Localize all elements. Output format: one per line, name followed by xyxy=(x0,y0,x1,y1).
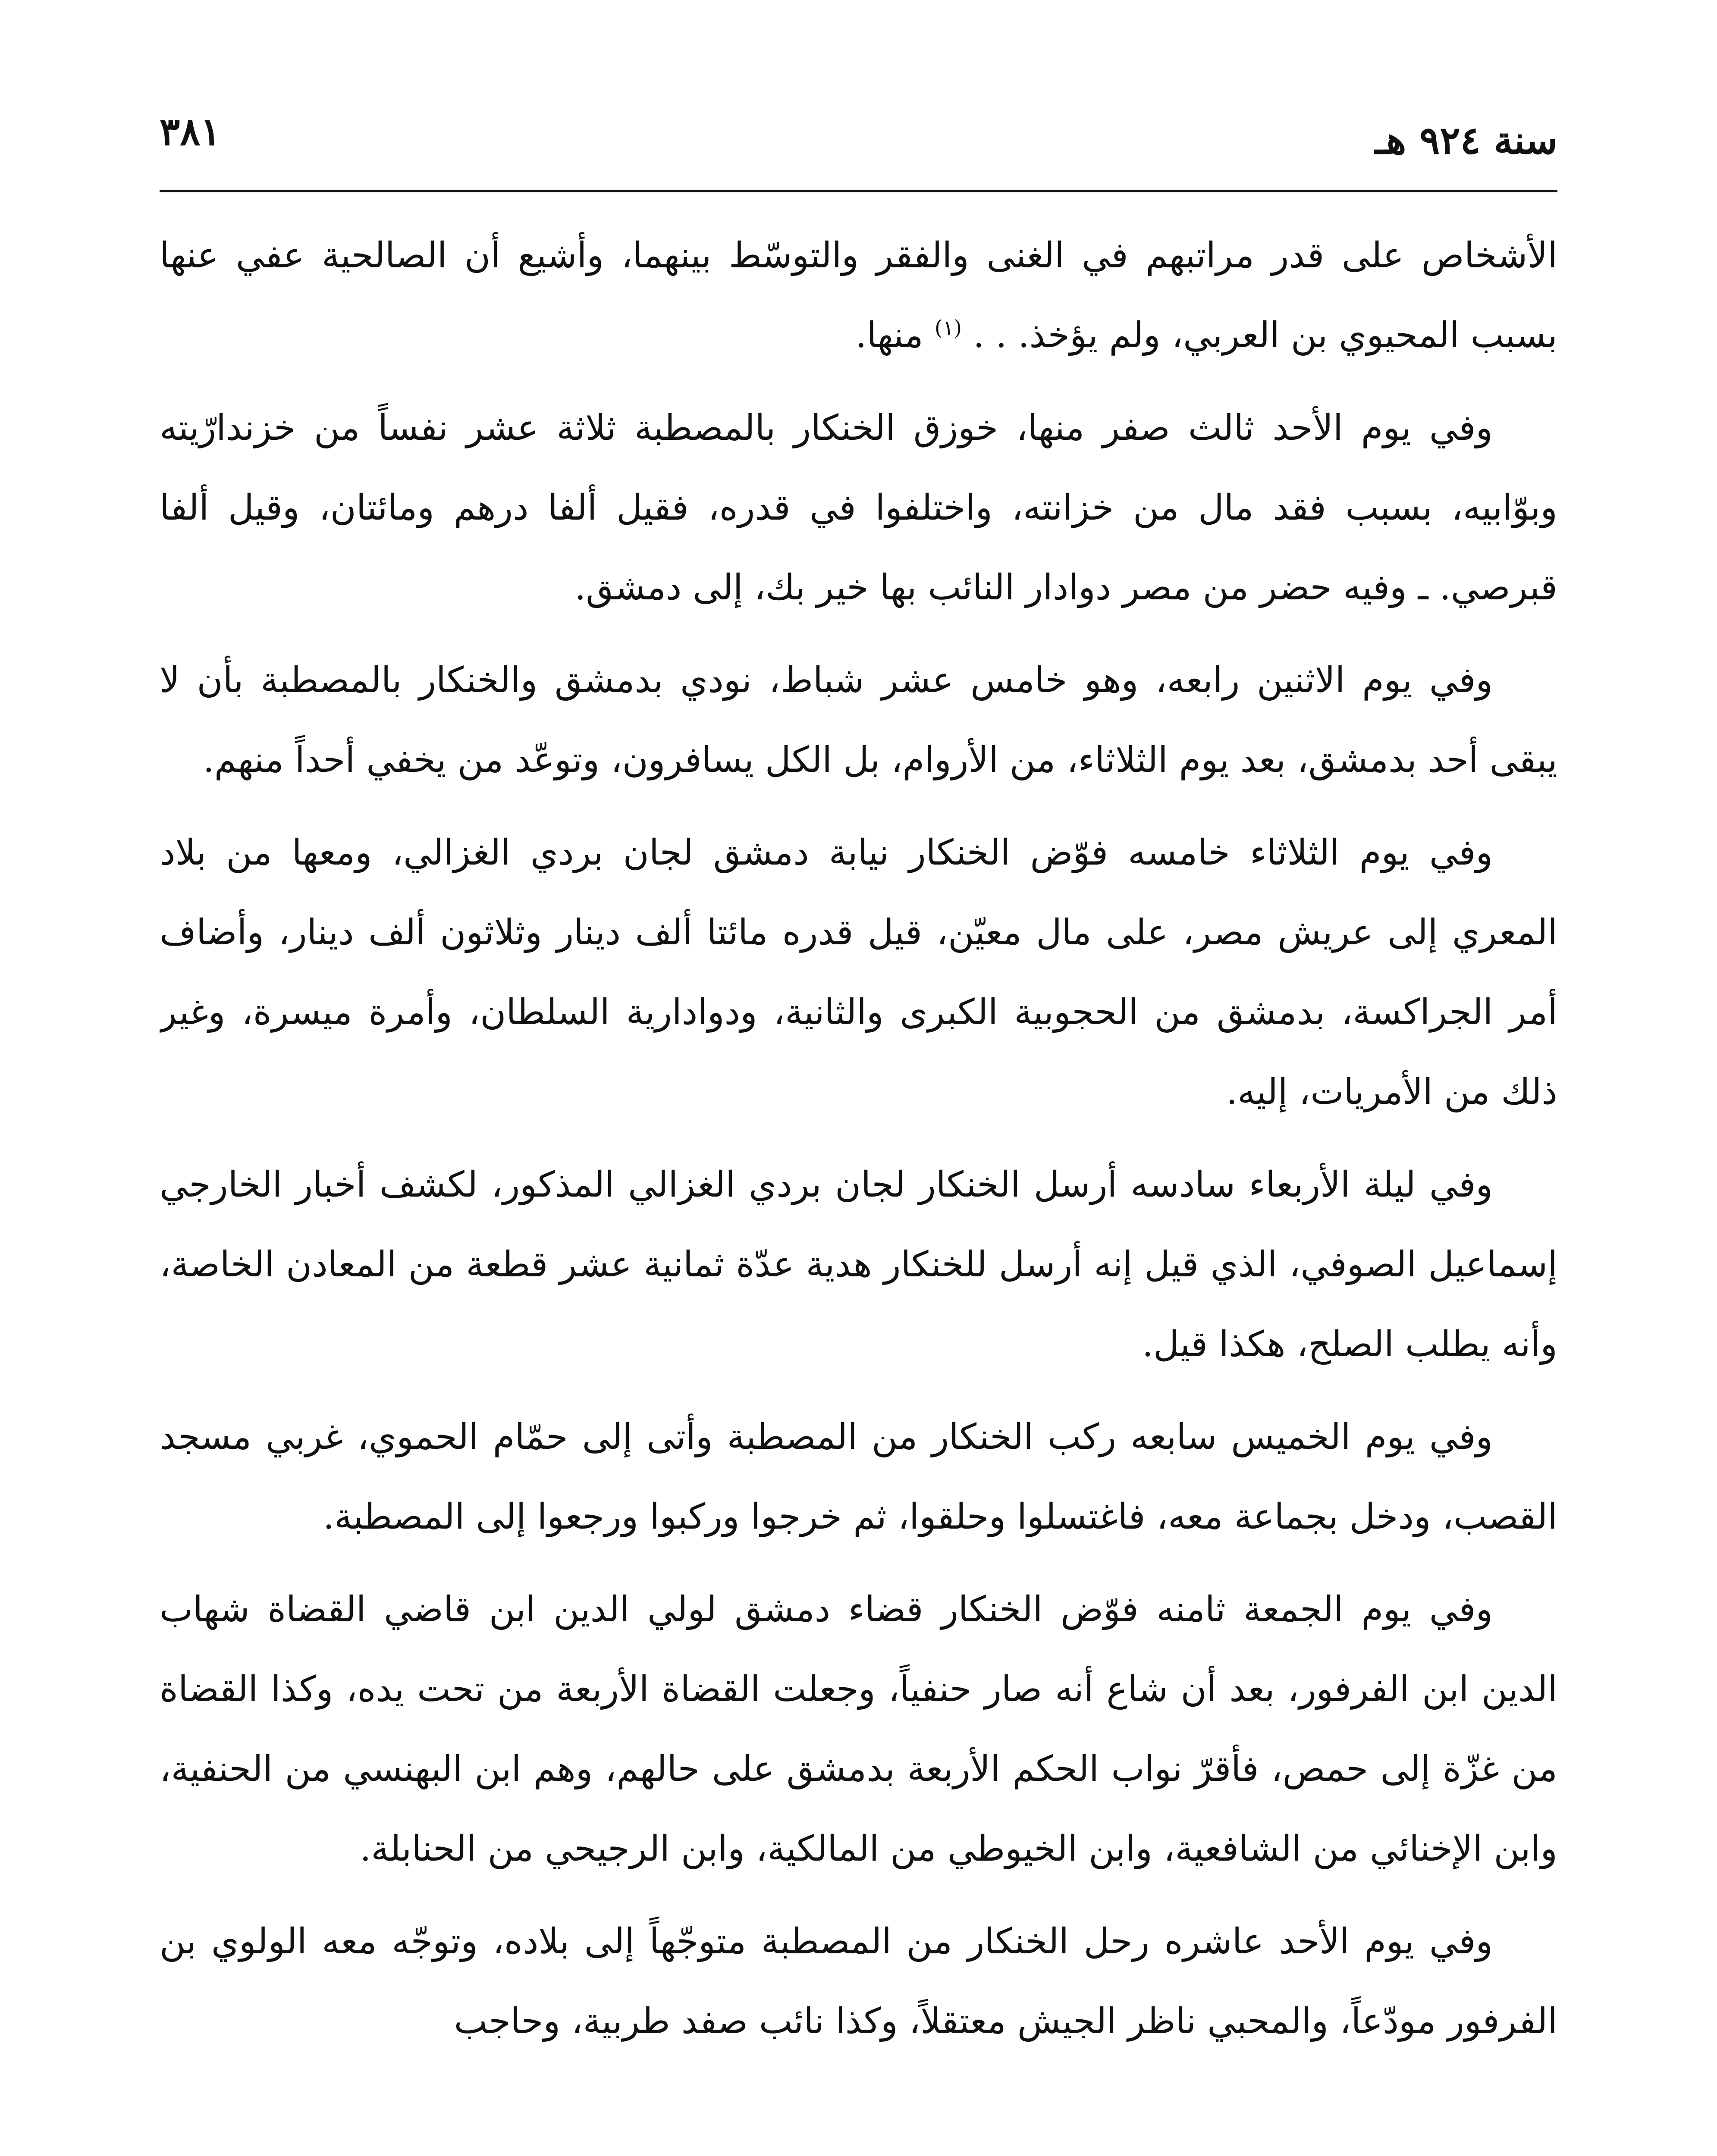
paragraph-1 xyxy=(160,216,1557,375)
page-number: ٣٨١ xyxy=(160,109,221,154)
paragraph-5: وفي ليلة الأربعاء سادسه أرسل الخنكار لجان بردي الغزالي المذكور، لكشف أخبار الخارجي إسماعيل الصوفي، الذي قيل إنه أرسل للخنكار هدية عدّة ثمانية عشر قطعة من المعادن الخاصة، وأنه يطلب الصلح، هكذا قيل. xyxy=(160,1164,1557,1365)
paragraph-2: وفي يوم الأحد ثالث صفر منها، خوزق الخنكار بالمصطبة ثلاثة عشر نفساً من خزندارّيته وبوّابيه، بسبب فقد مال من خزانته، واختلفوا في قدره، فقيل ألفا درهم ومائتان، وقيل ألفا قبرصي. ـ وفيه حضر من مصر دوادار النائب بها خير بك، إلى دمشق. xyxy=(160,407,1557,608)
paragraph-1-text: الأشخاص على قدر مراتبهم في الغنى والفقر والتوسّط بينهما، وأشيع أن الصالحية عفي عنها بسبب المحيوي بن العربي، ولم يؤخذ. . . xyxy=(160,235,1557,356)
paragraph-1-tail: منها. xyxy=(855,315,923,356)
footnote-reference-mark: (١) xyxy=(934,316,962,340)
main-text xyxy=(160,216,1557,2156)
header-divider xyxy=(160,190,1557,192)
paragraph-6: وفي يوم الخميس سابعه ركب الخنكار من المصطبة وأتى إلى حمّام الحموي، غربي مسجد القصب، ودخل بجماعة معه، فاغتسلوا وحلقوا، ثم خرجوا وركبوا ورجعوا إلى المصطبة. xyxy=(160,1416,1557,1537)
paragraph-8: وفي يوم الأحد عاشره رحل الخنكار من المصطبة متوجّهاً إلى بلاده، وتوجّه معه الولوي بن الفرفور مودّعاً، والمحبي ناظر الجيش معتقلاً، وكذا نائب صفد طربية، وحاجب xyxy=(160,1921,1557,2042)
paragraph-3: وفي يوم الاثنين رابعه، وهو خامس عشر شباط، نودي بدمشق والخنكار بالمصطبة بأن لا يبقى أحد بدمشق، بعد يوم الثلاثاء، من الأروام، بل الكل يسافرون، وتوعّد من يخفي أحداً منهم. xyxy=(160,660,1557,780)
page-header xyxy=(160,108,1557,194)
running-header-year: سنة ٩٢٤ هـ xyxy=(1375,118,1557,163)
paragraph-4: وفي يوم الثلاثاء خامسه فوّض الخنكار نيابة دمشق لجان بردي الغزالي، ومعها من بلاد المعري إلى عريش مصر، على مال معيّن، قيل قدره مائتا ألف دينار وثلاثون ألف دينار، وأضاف أمر الجراكسة، بدمشق من الحجوبية الكبرى والثانية، ودوادارية السلطان، وأمرة ميسرة، وغير ذلك من الأمريات، إليه. xyxy=(160,832,1557,1112)
paragraph-7: وفي يوم الجمعة ثامنه فوّض الخنكار قضاء دمشق لولي الدين ابن قاضي القضاة شهاب الدين ابن الفرفور، بعد أن شاع أنه صار حنفياً، وجعلت القضاة الأربعة من تحت يده، وكذا القضاة من غزّة إلى حمص، فأقرّ نواب الحكم الأربعة بدمشق على حالهم، وهم ابن البهنسي من الحنفية، وابن الإخنائي من الشافعية، وابن الخيوطي من المالكية، وابن الرجيحي من الحنابلة. xyxy=(160,1589,1557,1869)
